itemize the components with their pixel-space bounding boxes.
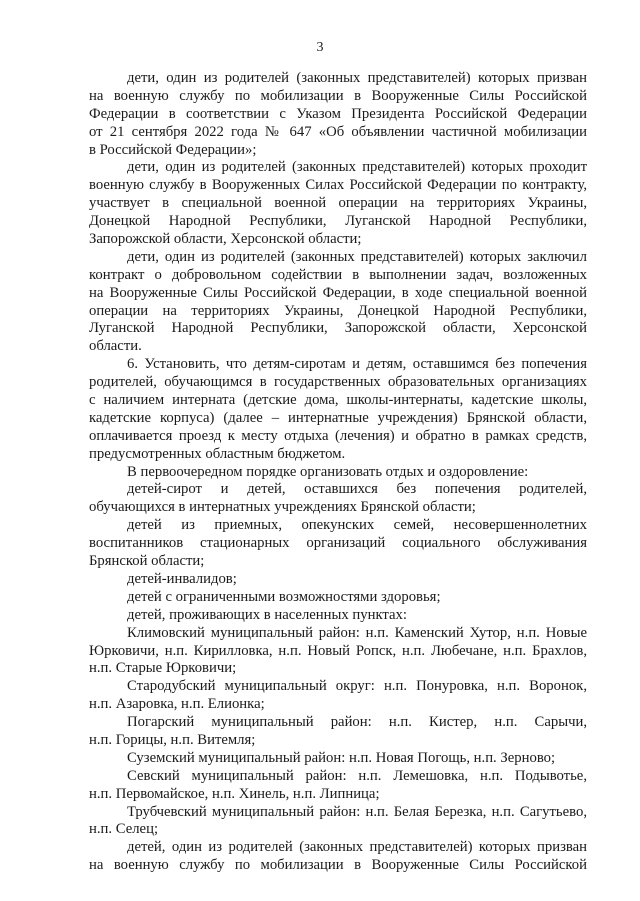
text-line: н.п. Первомайское, н.п. Хинель, н.п. Липница; [89, 785, 380, 802]
text-line: в Российской Федерации»; [89, 141, 257, 158]
text-line: обучающихся в интернатных учреждениях Брянской области; [89, 499, 476, 516]
text-line: Донецкой Народной Республики, Луганской Народной Республики, [89, 213, 587, 230]
text-line: дети, один из родителей (законных представителей) которых заключил [127, 248, 587, 265]
paragraph-p9 [89, 589, 587, 607]
paragraph-p15 [89, 768, 587, 804]
paragraph-p17 [89, 839, 587, 875]
text-line: с наличием интерната (детские дома, школы-интернаты, кадетские школы, [89, 392, 587, 409]
text-line: детей-инвалидов; [127, 570, 237, 587]
text-line: Трубчевский муниципальный район: н.п. Белая Березка, н.п. Сагутьево, [127, 803, 587, 820]
paragraph-p14 [89, 750, 587, 768]
text-line: н.п. Старые Юрковичи; [89, 660, 237, 677]
text-line: на Вооруженные Силы Российской Федерации, в ходе специальной военной [89, 284, 587, 301]
paragraph-p2 [89, 159, 587, 248]
text-line: Суземский муниципальный район: н.п. Новая Погощь, н.п. Зерново; [127, 749, 556, 766]
text-line: участвует в специальной военной операции на территориях Украины, [89, 195, 587, 212]
text-line: военную службу в Вооруженных Силах Российской Федерации по контракту, [89, 177, 587, 194]
text-line: 6. Установить, что детям-сиротам и детям, оставшимся без попечения [127, 356, 587, 373]
text-line: дети, один из родителей (законных представителей) которых призван [127, 70, 587, 86]
paragraph-p5 [89, 464, 587, 482]
text-line: кадетские корпуса) (далее – интернатные учреждения) Брянской области, [89, 409, 587, 426]
text-line: Брянской области; [89, 553, 205, 570]
text-line: Климовский муниципальный район: н.п. Каменский Хутор, н.п. Новые [127, 624, 587, 641]
text-line: дети, один из родителей (законных представителей) которых проходит [127, 159, 587, 176]
text-line: детей из приемных, опекунских семей, несовершеннолетних [127, 517, 587, 534]
document-body [89, 70, 587, 875]
paragraph-p6 [89, 481, 587, 517]
paragraph-p13 [89, 714, 587, 750]
text-line: Стародубский муниципальный округ: н.п. Понуровка, н.п. Воронок, [127, 678, 587, 695]
paragraph-p7 [89, 517, 587, 571]
text-line: области. [89, 338, 142, 355]
paragraph-p10 [89, 607, 587, 625]
text-line: В первоочередном порядке организовать отдых и оздоровление: [127, 463, 529, 480]
paragraph-p16 [89, 804, 587, 840]
paragraph-p8 [89, 571, 587, 589]
paragraph-p12 [89, 678, 587, 714]
text-line: Луганской Народной Республики, Запорожской области, Херсонской [89, 320, 587, 337]
text-line: родителей, обучающимся в государственных образовательных организациях [89, 374, 587, 391]
text-line: Юрковичи, н.п. Кирилловка, н.п. Новый Ропск, н.п. Любечане, н.п. Брахлов, [89, 642, 587, 659]
text-line: детей, один из родителей (законных представителей) которых призван [127, 839, 587, 856]
page-number: 3 [316, 40, 324, 55]
text-line: от 21 сентября 2022 года № 647 «Об объявлении частичной мобилизации [89, 123, 587, 140]
text-line: воспитанников стационарных организаций социального обслуживания [89, 535, 587, 552]
paragraph-p3 [89, 249, 587, 356]
text-line: детей-сирот и детей, оставшихся без попечения родителей, [127, 481, 587, 498]
paragraph-p1 [89, 70, 587, 159]
text-line: детей с ограниченными возможностями здоровья; [127, 588, 441, 605]
text-line: на военную службу по мобилизации в Вооруженные Силы Российской [89, 857, 587, 874]
text-line: Погарский муниципальный район: н.п. Кистер, н.п. Сарычи, [127, 714, 587, 731]
text-line: оплачивается проезд к месту отдыха (лечения) и обратно в рамках средств, [89, 427, 587, 444]
text-line: н.п. Горицы, н.п. Витемля; [89, 731, 256, 748]
text-line: предусмотренных областным бюджетом. [89, 445, 346, 462]
text-line: контракт о добровольном содействии в выполнении задач, возложенных [89, 266, 587, 283]
paragraph-p11 [89, 625, 587, 679]
text-line: на военную службу по мобилизации в Вооруженные Силы Российской [89, 87, 587, 104]
text-line: операции на территориях Украины, Донецкой Народной Республики, [89, 302, 587, 319]
text-line: н.п. Азаровка, н.п. Елионка; [89, 696, 265, 713]
text-line: детей, проживающих в населенных пунктах: [127, 606, 407, 623]
paragraph-p4 [89, 356, 587, 463]
text-line: Запорожской области, Херсонской области; [89, 231, 362, 248]
text-line: н.п. Селец; [89, 821, 159, 838]
text-line: Севский муниципальный район: н.п. Лемешовка, н.п. Подывотье, [127, 767, 587, 784]
text-line: Федерации в соответствии с Указом Президента Российской Федерации [89, 105, 587, 122]
